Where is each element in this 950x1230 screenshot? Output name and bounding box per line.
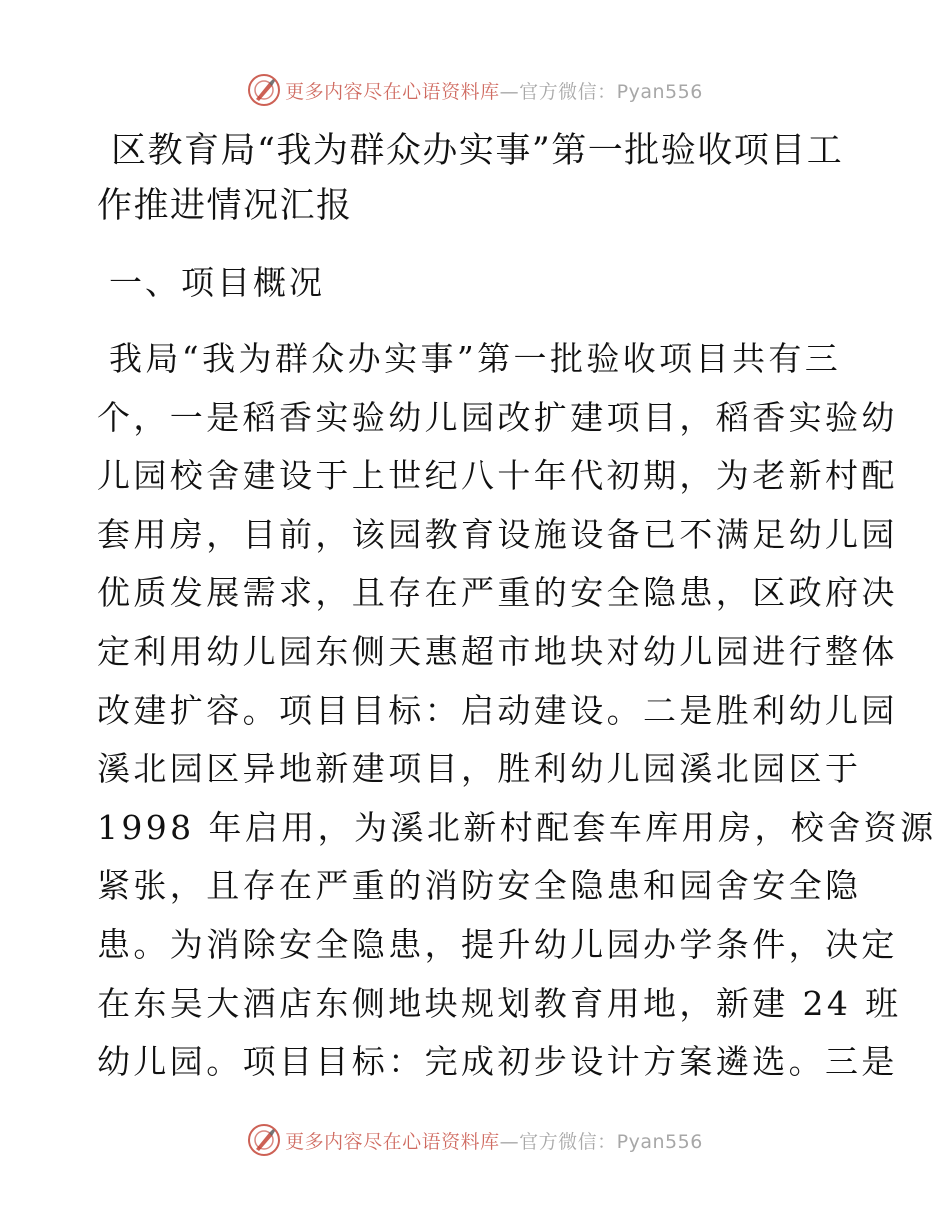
body-line: 幼儿园。项目目标：完成初步设计方案遴选。三是	[97, 1042, 898, 1082]
pen-logo-icon	[247, 1123, 281, 1157]
watermark-footer-text	[285, 1127, 703, 1154]
body-line: 溪北园区异地新建项目，胜利幼儿园溪北园区于	[97, 749, 862, 789]
body-line: 个，一是稻香实验幼儿园改扩建项目，稻香实验幼	[97, 397, 898, 437]
document-title	[97, 124, 867, 234]
watermark-footer-separator: —	[499, 1130, 520, 1153]
watermark-header-separator: —	[499, 80, 520, 103]
watermark-header	[0, 70, 950, 110]
document-title-line1: 区教育局“我为群众办实事”第一批验收项目工	[111, 131, 844, 171]
watermark-footer-suffix: 官方微信：Pyan556	[519, 1130, 703, 1153]
watermark-header-main: 更多内容尽在心语资料库	[285, 80, 500, 103]
body-line: 儿园校舍建设于上世纪八十年代初期，为老新村配	[97, 456, 898, 496]
document-title-line2: 作推进情况汇报	[97, 186, 353, 226]
pen-logo-icon	[247, 73, 281, 107]
watermark-footer-main: 更多内容尽在心语资料库	[285, 1130, 500, 1153]
watermark-header-text	[285, 77, 703, 104]
watermark-header-suffix: 官方微信：Pyan556	[519, 80, 703, 103]
watermark-footer-inner	[247, 1123, 703, 1157]
body-line: 定利用幼儿园东侧天惠超市地块对幼儿园进行整体	[97, 631, 898, 671]
body-line: 套用房，目前，该园教育设施设备已不满足幼儿园	[97, 514, 898, 554]
watermark-footer	[0, 1120, 950, 1160]
body-line: 我局“我为群众办实事”第一批验收项目共有三	[109, 339, 842, 378]
body-line: 在东吴大酒店东侧地块规划教育用地，新建 24 班	[97, 983, 902, 1023]
document-body	[97, 124, 937, 1092]
body-line: 1998 年启用，为溪北新村配套车库用房，校舍资源	[97, 807, 937, 847]
body-line: 紧张，且存在严重的消防安全隐患和园舍安全隐	[97, 866, 862, 906]
watermark-header-inner	[247, 73, 703, 107]
body-line: 患。为消除安全隐患，提升幼儿园办学条件，决定	[97, 924, 898, 964]
body-line: 优质发展需求，且存在严重的安全隐患，区政府决	[97, 573, 898, 613]
body-paragraph	[97, 330, 937, 1092]
body-line: 改建扩容。项目目标：启动建设。二是胜利幼儿园	[97, 690, 898, 730]
section-heading: 一、项目概况	[109, 263, 325, 302]
